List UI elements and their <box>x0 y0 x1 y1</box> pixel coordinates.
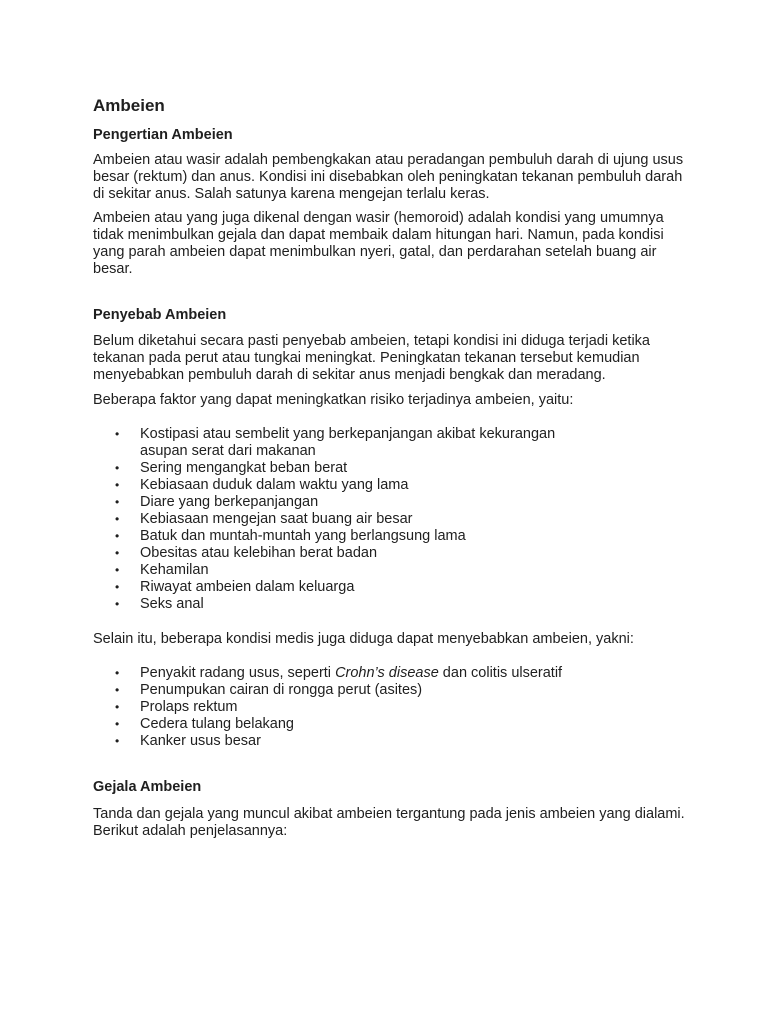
list-item <box>93 511 600 528</box>
list-item <box>93 545 600 562</box>
bullet-icon: • <box>115 427 120 441</box>
paragraph-gejala: Tanda dan gejala yang muncul akibat ambeien tergantung pada jenis ambeien yang dialami. Berikut adalah penjelasannya: <box>93 806 685 839</box>
list-item-text: Kehamilan <box>140 562 209 578</box>
bullet-icon: • <box>115 461 120 475</box>
bullet-icon: • <box>115 666 120 680</box>
bullet-icon: • <box>115 597 120 611</box>
bullet-icon: • <box>115 478 120 492</box>
paragraph-medical-intro: Selain itu, beberapa kondisi medis juga diduga dapat menyebabkan ambeien, yakni: <box>93 631 634 647</box>
risk-factor-list <box>93 426 693 613</box>
document-title: Ambeien <box>93 96 165 115</box>
heading-pengertian: Pengertian Ambeien <box>93 127 233 143</box>
list-item-text-before: Penyakit radang usus, seperti <box>140 665 336 681</box>
bullet-icon: • <box>115 700 120 714</box>
medical-condition-list <box>93 665 693 750</box>
list-item-text: Kanker usus besar <box>140 733 261 749</box>
paragraph-penyebab-1: Belum diketahui secara pasti penyebab ambeien, tetapi kondisi ini diduga terjadi ketika tekanan pada perut atau tungkai meningkat. Peningkatan tekanan tersebut kemudian menyebabkan pembuluh darah di sekitar anus menjadi bengkak dan meradang. <box>93 333 650 383</box>
list-item-text: Prolaps rektum <box>140 699 238 715</box>
list-item-text: Kebiasaan duduk dalam waktu yang lama <box>140 477 409 493</box>
list-item-text: Cedera tulang belakang <box>140 716 294 732</box>
list-item-text: Seks anal <box>140 596 204 612</box>
document-page <box>93 95 693 840</box>
list-item-text: Penumpukan cairan di rongga perut (asites) <box>140 682 423 698</box>
list-item-text: Sering mengangkat beban berat <box>140 460 348 476</box>
list-item <box>93 562 600 579</box>
list-item-text: Diare yang berkepanjangan <box>140 494 319 510</box>
list-item <box>93 596 600 613</box>
list-item <box>93 460 600 477</box>
list-item-text: Obesitas atau kelebihan berat badan <box>140 545 378 561</box>
heading-penyebab: Penyebab Ambeien <box>93 307 227 323</box>
list-item <box>93 579 600 596</box>
bullet-icon: • <box>115 580 120 594</box>
bullet-icon: • <box>115 734 120 748</box>
list-item <box>93 699 600 716</box>
list-item-text: Batuk dan muntah-muntah yang berlangsung lama <box>140 528 466 544</box>
list-item <box>93 682 600 699</box>
list-item <box>93 665 600 682</box>
list-item <box>93 716 600 733</box>
paragraph-pengertian-2: Ambeien atau yang juga dikenal dengan wasir (hemoroid) adalah kondisi yang umumnya tidak menimbulkan gejala dan dapat membaik dalam hitungan hari. Namun, pada kondisi yang parah ambeien dapat menimbulkan nyeri, gatal, dan perdarahan setelah buang air besar. <box>93 210 664 277</box>
list-item-text-after: dan colitis ulseratif <box>438 665 563 681</box>
bullet-icon: • <box>115 529 120 543</box>
bullet-icon: • <box>115 546 120 560</box>
paragraph-pengertian-1: Ambeien atau wasir adalah pembengkakan atau peradangan pembuluh darah di ujung usus besar (rektum) dan anus. Kondisi ini disebabkan oleh peningkatan tekanan pembuluh darah di sekitar anus. Salah satunya karena mengejan terlalu keras. <box>93 152 684 202</box>
bullet-icon: • <box>115 717 120 731</box>
list-item-text: Kostipasi atau sembelit yang berkepanjangan akibat kekurangan asupan serat dari makanan <box>140 426 556 459</box>
bullet-icon: • <box>115 495 120 509</box>
bullet-icon: • <box>115 563 120 577</box>
list-item <box>93 477 600 494</box>
list-item <box>93 494 600 511</box>
list-item-text: Kebiasaan mengejan saat buang air besar <box>140 511 413 527</box>
bullet-icon: • <box>115 512 120 526</box>
list-item-text: Riwayat ambeien dalam keluarga <box>140 579 355 595</box>
paragraph-penyebab-2: Beberapa faktor yang dapat meningkatkan risiko terjadinya ambeien, yaitu: <box>93 392 574 408</box>
bullet-icon: • <box>115 683 120 697</box>
heading-gejala: Gejala Ambeien <box>93 779 202 795</box>
list-item <box>93 733 600 750</box>
list-item <box>93 528 600 545</box>
list-item-text-italic: Crohn’s disease <box>335 665 439 681</box>
list-item <box>93 426 600 460</box>
